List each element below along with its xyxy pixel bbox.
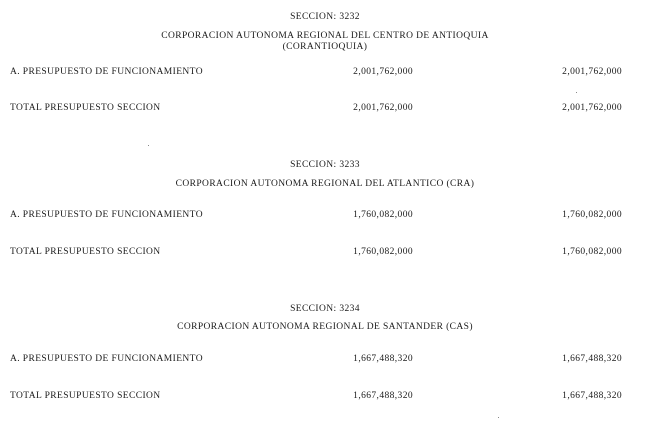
row-value-total: 1,760,082,000 bbox=[562, 247, 622, 257]
section-3232-entity-name: CORPORACION AUTONOMA REGIONAL DEL CENTRO DE ANTIOQUIA bbox=[161, 31, 489, 41]
row-value-total: 1,667,488,320 bbox=[562, 391, 622, 401]
row-label: A. PRESUPUESTO DE FUNCIONAMIENTO bbox=[10, 354, 203, 364]
row-label: A. PRESUPUESTO DE FUNCIONAMIENTO bbox=[10, 210, 203, 220]
section-3233-funcionamiento-row bbox=[0, 209, 650, 221]
section-3233-entity-name: CORPORACION AUTONOMA REGIONAL DEL ATLANTICO (CRA) bbox=[175, 179, 475, 189]
row-value-total: 1,667,488,320 bbox=[562, 354, 622, 364]
section-3233-number: SECCION: 3233 bbox=[290, 160, 360, 170]
row-value-aporte: 1,667,488,320 bbox=[353, 391, 413, 401]
section-3232-entity-acronym: (CORANTIOQUIA) bbox=[282, 42, 368, 52]
scan-speck bbox=[498, 417, 499, 418]
row-value-aporte: 1,667,488,320 bbox=[353, 354, 413, 364]
row-label: TOTAL PRESUPUESTO SECCION bbox=[10, 391, 161, 401]
scan-speck bbox=[148, 145, 149, 146]
row-value-aporte: 2,001,762,000 bbox=[353, 67, 413, 77]
row-label: TOTAL PRESUPUESTO SECCION bbox=[10, 247, 161, 257]
row-value-total: 2,001,762,000 bbox=[562, 67, 622, 77]
section-3232-number: SECCION: 3232 bbox=[290, 12, 360, 22]
section-3234-number: SECCION: 3234 bbox=[290, 304, 360, 314]
row-label: A. PRESUPUESTO DE FUNCIONAMIENTO bbox=[10, 67, 203, 77]
scan-speck bbox=[576, 92, 577, 93]
section-3233-total-row bbox=[0, 246, 650, 258]
row-value-aporte: 2,001,762,000 bbox=[353, 103, 413, 113]
row-value-aporte: 1,760,082,000 bbox=[353, 247, 413, 257]
section-3234-funcionamiento-row bbox=[0, 353, 650, 365]
section-3234-total-row bbox=[0, 390, 650, 402]
section-3232-total-row bbox=[0, 102, 650, 114]
row-value-aporte: 1,760,082,000 bbox=[353, 210, 413, 220]
section-3232-funcionamiento-row bbox=[0, 66, 650, 78]
section-3234-entity-name: CORPORACION AUTONOMA REGIONAL DE SANTANDER (CAS) bbox=[177, 322, 473, 332]
row-value-total: 2,001,762,000 bbox=[562, 103, 622, 113]
row-label: TOTAL PRESUPUESTO SECCION bbox=[10, 103, 161, 113]
row-value-total: 1,760,082,000 bbox=[562, 210, 622, 220]
